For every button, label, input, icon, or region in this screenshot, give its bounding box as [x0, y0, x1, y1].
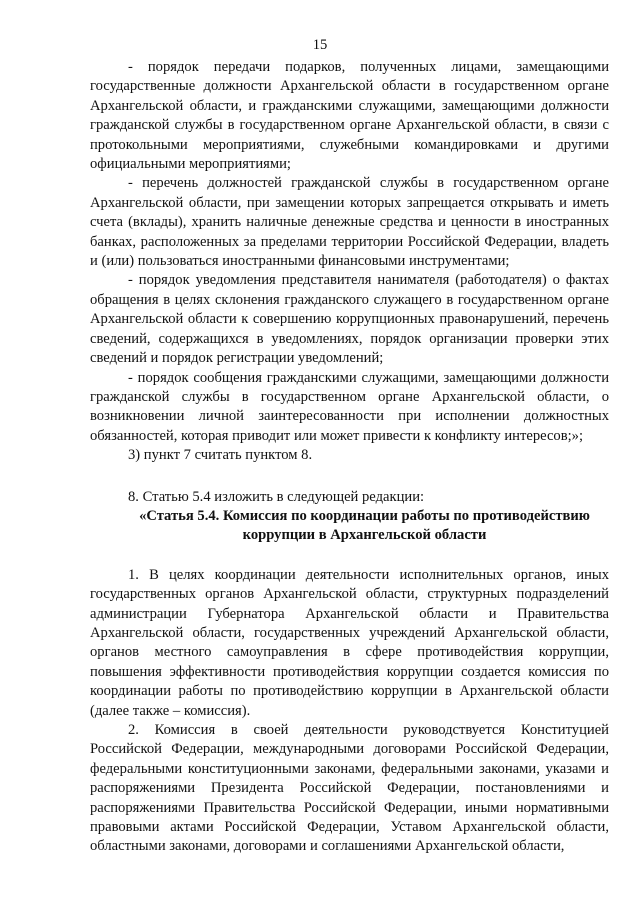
list-item: - порядок уведомления представителя нанимателя (работодателя) о фактах обращения в целях склонения гражданского служащего в государственном органе Архангельской области к совершению коррупционных правонарушений, перечень сведений, содержащихся в уведомлениях, порядок организации проверки этих сведений и порядок регистрации уведомлений; [90, 272, 609, 367]
list-item: - порядок сообщения гражданскими служащими, замещающими должности гражданской службы в государственном органе Архангельской области, о возникновении личной заинтересованности при исполнении должностных обязанностей, которая приводит или может привести к конфликту интересов;»; [90, 369, 609, 444]
article-heading-line-1: «Статья 5.4. Комиссия по координации работы по противодействию [139, 507, 590, 524]
article-paragraph: 2. Комиссия в своей деятельности руководствуется Конституцией Российской Федерации, международными договорами Российской Федерации, федеральными конституционными законами, федеральными законами, указами и распоряжениями Президента Российской Федерации, постановлениями и распоряжениями Правительства Российской Федерации, иными нормативными правовыми актами Российской Федерации, Уставом Архангельской области, областными законами, договорами и соглашениями Архангельской области, [90, 722, 609, 855]
spacer [90, 546, 609, 566]
page-number: 15 [312, 37, 328, 53]
amendment-item-3: 3) пункт 7 считать пунктом 8. [128, 447, 313, 464]
article-heading-line-2: коррупции в Архангельской области [242, 527, 487, 544]
spacer [90, 466, 609, 488]
list-item: - перечень должностей гражданской службы в государственном органе Архангельской области, при замещении которых запрещается открывать и иметь счета (вклады), хранить наличные денежные средства и ценности в иностранных банках, расположенных за пределами территории Российской Федерации, владеть и (или) пользоваться иностранными финансовыми инструментами; [90, 175, 609, 270]
amendment-item-8: 8. Статью 5.4 изложить в следующей редакции: [128, 488, 425, 505]
list-item: - порядок передачи подарков, полученных лицами, замещающими государственные должности Архангельской области в государственном органе Архангельской области, и гражданскими служащими, замещающими должности гражданской службы в государственном органе Архангельской области, в связи с протокольными мероприятиями, служебными командировками и другими официальными мероприятиями; [90, 59, 609, 173]
article-paragraph: 1. В целях координации деятельности исполнительных органов, иных государственных органов Архангельской области, структурных подразделений администрации Губернатора Архангельской области и Правительства Архангельской области, государственных учреждений Архангельской области, органов местного самоуправления в сфере противодействия коррупции, повышения эффективности противодействия коррупции создается комиссия по координации работы по противодействию коррупции в Архангельской области (далее также – комиссия). [90, 566, 609, 719]
document-body [90, 58, 609, 857]
article-heading [90, 507, 609, 546]
